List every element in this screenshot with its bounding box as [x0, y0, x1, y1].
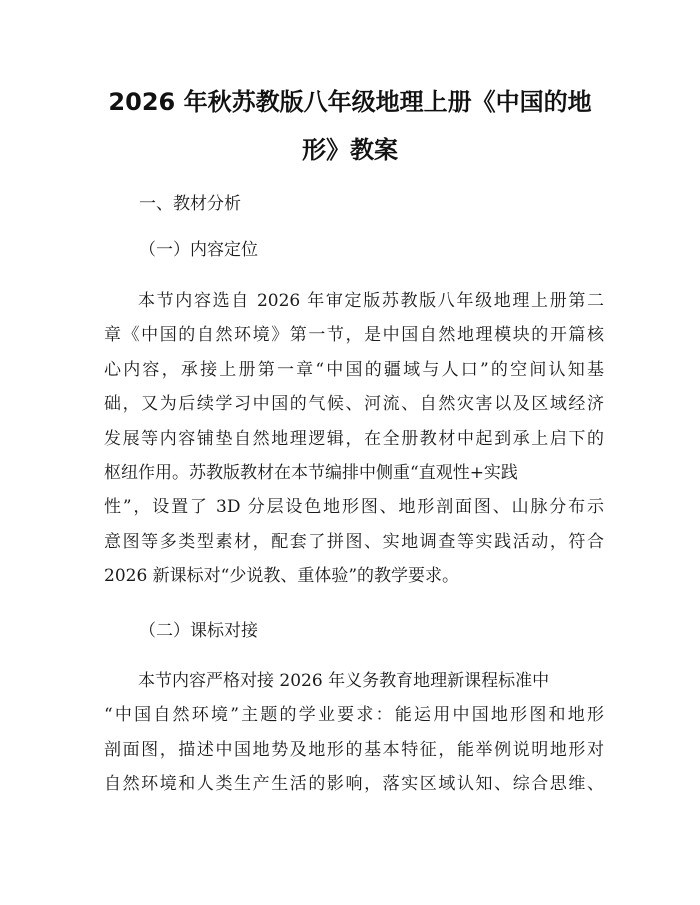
paragraph-line: 枢纽作用。苏教版教材在本节编排中侧重“直观性+实践 [104, 462, 518, 483]
section-heading-textbook-analysis: 一、教材分析 [139, 194, 241, 214]
paragraph-line: 性”，设置了 3D 分层设色地形图、地形剖面图、山脉分布示 [104, 497, 604, 518]
paragraph-line: 章《中国的自然环境》第一节，是中国自然地理模块的开篇核 [104, 325, 604, 346]
paragraph-line: 发展等内容铺垫自然地理逻辑，在全册教材中起到承上启下的 [104, 428, 604, 449]
paragraph-line: 2026 新课标对“少说教、重体验”的教学要求。 [104, 566, 460, 587]
subsection-heading-curriculum-alignment: （二）课标对接 [139, 621, 258, 641]
paragraph-line: 自然环境和人类生产生活的影响，落实区域认知、综合思维、 [104, 774, 604, 795]
paragraph-line: 础，又为后续学习中国的气候、河流、自然灾害以及区域经济 [104, 394, 604, 415]
paragraph-line: 剖面图，描述中国地势及地形的基本特征，能举例说明地形对 [104, 739, 604, 760]
subsection-heading-content-positioning: （一）内容定位 [139, 240, 258, 260]
paragraph-line: 意图等多类型素材，配套了拼图、实地调查等实践活动，符合 [104, 531, 604, 552]
document-title-line-1: 2026 年秋苏教版八年级地理上册《中国的地 [108, 88, 592, 116]
paragraph-line: 本节内容选自 2026 年审定版苏教版八年级地理上册第二 [138, 291, 604, 311]
paragraph-line: 本节内容严格对接 2026 年义务教育地理新课程标准中 [138, 671, 550, 691]
document-title-line-2: 形》教案 [302, 136, 398, 164]
paragraph-content-positioning [104, 284, 604, 594]
paragraph-line: 心内容，承接上册第一章“中国的疆域与人口”的空间认知基 [104, 359, 604, 380]
paragraph-curriculum-alignment [104, 664, 604, 802]
paragraph-line: “中国自然环境”主题的学业要求：能运用中国地形图和地形 [104, 705, 604, 726]
